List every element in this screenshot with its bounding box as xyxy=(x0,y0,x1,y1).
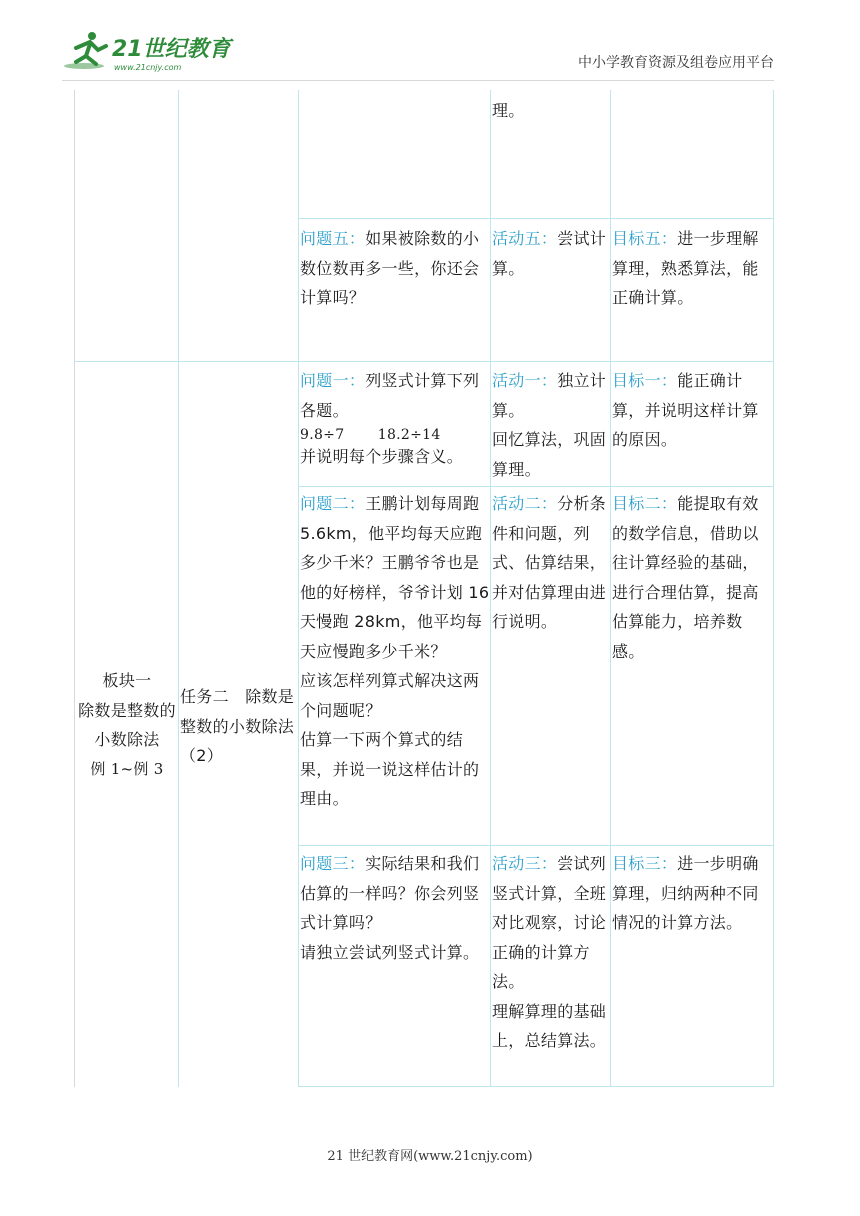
activity-5-cell: 活动五：尝试计算。 xyxy=(492,229,607,278)
question-5-key: 问题五： xyxy=(300,229,366,248)
goal-2-cell: 目标二：能提取有效的数学信息，借助以往计算经验的基础，进行合理估算，提高估算能力，培养数感。 xyxy=(612,494,759,661)
svg-text:www.21cnjy.com: www.21cnjy.com xyxy=(114,63,182,72)
goal-1-key: 目标一： xyxy=(612,371,678,390)
activity-2-key: 活动二： xyxy=(492,494,558,513)
goal-5-key: 目标五： xyxy=(612,229,678,248)
question-1-cell: 问题一：列竖式计算下列各题。 9.8÷7 18.2÷14 并说明每个步骤含义。 xyxy=(300,366,490,469)
site-logo[interactable] xyxy=(62,28,242,76)
goal-3-cell: 目标三：进一步明确算理，归纳两种不同情况的计算方法。 xyxy=(612,854,759,932)
goal-1-cell: 目标一：能正确计算，并说明这样计算的原因。 xyxy=(612,371,759,449)
row-divider xyxy=(74,361,774,362)
row-divider xyxy=(298,218,774,219)
question-1-expression: 9.8÷7 18.2÷14 xyxy=(300,427,441,443)
question-3-cell: 问题三：实际结果和我们估算的一样吗？你会列竖式计算吗？ 请独立尝试列竖式计算。 xyxy=(300,854,480,962)
activity-1-cell: 活动一：独立计算。 回忆算法，巩固算理。 xyxy=(492,371,607,479)
goal-2-key: 目标二： xyxy=(612,494,678,513)
activity-2-cell: 活动二：分析条件和问题，列式、估算结果，并对估算理由进行说明。 xyxy=(492,494,607,631)
table-left-border xyxy=(74,90,75,1087)
footer-link[interactable]: 21 世纪教育网(www.21cnjy.com) xyxy=(327,1149,533,1164)
question-5-cell: 问题五：如果被除数的小数位数再多一些，你还会计算吗？ xyxy=(300,229,480,307)
logo-runner-icon xyxy=(62,28,242,76)
col-divider-2 xyxy=(298,90,299,1087)
platform-title: 中小学教育资源及组卷应用平台 xyxy=(578,55,774,71)
question-1-key: 问题一： xyxy=(300,371,366,390)
table-right-border xyxy=(773,90,774,1087)
question-2-cell: 问题二：王鹏计划每周跑 5.6km，他平均每天应跑多少千米？王鹏爷爷也是他的好榜样，爷爷计划 16 天慢跑 28km，他平均每天应慢跑多少千米？ 应该怎样列算式解决这两个问题呢？ 估算一下两个算式的结果，并说一说这样估计的理由。 xyxy=(300,494,490,808)
question-3-key: 问题三： xyxy=(300,854,366,873)
row-divider xyxy=(298,486,774,487)
header-divider xyxy=(62,80,774,81)
table-bottom-border xyxy=(298,1086,774,1087)
task-label: 任务二 除数是整数的小数除法（2） xyxy=(180,687,295,765)
activity-3-key: 活动三： xyxy=(492,854,558,873)
svg-text:21世纪教育: 21世纪教育 xyxy=(112,37,231,62)
col-divider-4 xyxy=(610,90,611,1087)
col-divider-3 xyxy=(490,90,491,1087)
block-label: 板块一 除数是整数的小数除法 例 1~例 3 xyxy=(78,671,176,778)
goal-5-cell: 目标五：进一步理解算理，熟悉算法，能正确计算。 xyxy=(612,229,759,307)
col-divider-1 xyxy=(178,90,179,1087)
activity-5-key: 活动五： xyxy=(492,229,558,248)
row-divider xyxy=(298,845,774,846)
activity-1-key: 活动一： xyxy=(492,371,558,390)
goal-3-key: 目标三： xyxy=(612,854,678,873)
question-2-key: 问题二： xyxy=(300,494,366,513)
activity-3-cell: 活动三：尝试列竖式计算，全班对比观察，讨论正确的计算方法。 理解算理的基础上，总结算法。 xyxy=(492,854,607,1050)
activity-tail: 理。 xyxy=(492,101,525,120)
